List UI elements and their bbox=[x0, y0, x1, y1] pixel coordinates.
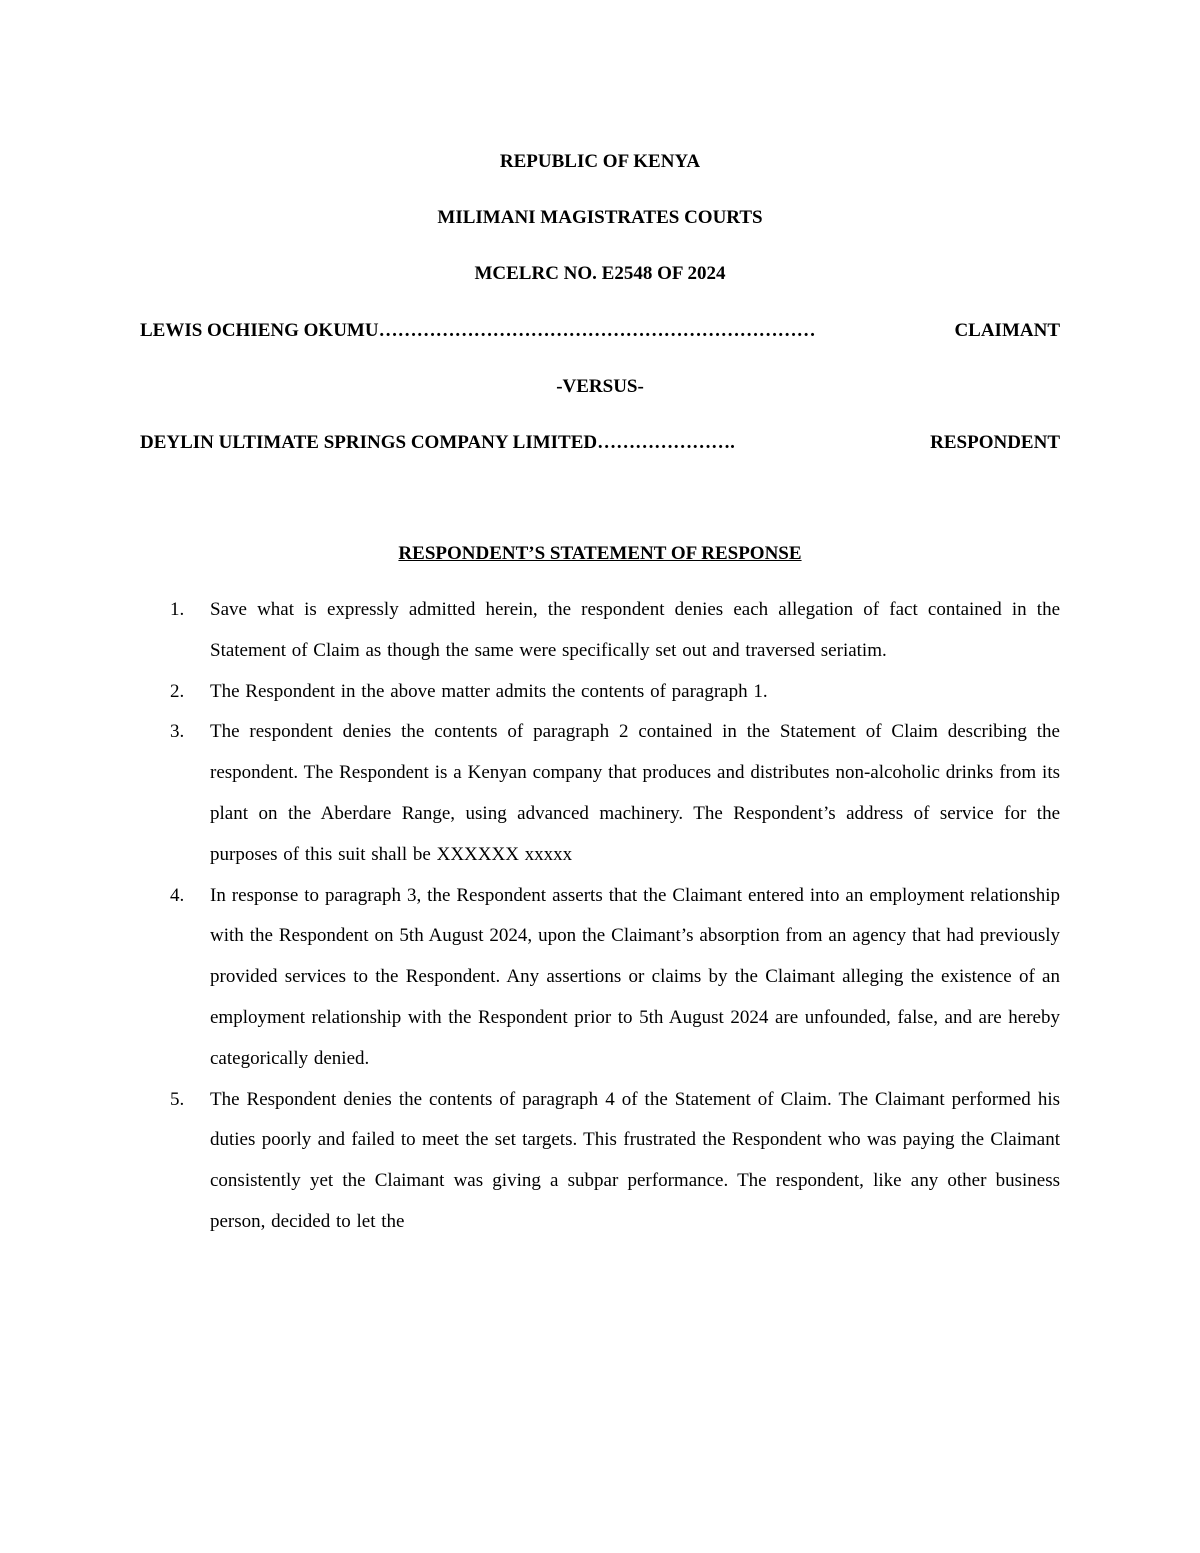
paragraph-text: In response to paragraph 3, the Respondent asserts that the Claimant entered into an employment relationship with the Respondent on 5th August 2024, upon the Claimant’s absorption from an agency that had previously provided services to the Respondent. Any assertions or claims by the Claimant alleging the existence of an employment relationship with the Respondent prior to 5th August 2024 are unfounded, false, and are hereby categorically denied. bbox=[210, 884, 1060, 1069]
respondent-name: DEYLIN ULTIMATE SPRINGS COMPANY LIMITED bbox=[140, 432, 598, 453]
paragraph-5 bbox=[0, 1080, 1200, 1243]
response-paragraph-list bbox=[0, 590, 1200, 1243]
claimant-role: CLAIMANT bbox=[954, 320, 1060, 341]
versus-line: -VERSUS- bbox=[556, 376, 644, 397]
republic-heading: REPUBLIC OF KENYA bbox=[499, 151, 701, 172]
respondent-line bbox=[140, 431, 1060, 455]
case-number: MCELRC NO. E2548 OF 2024 bbox=[474, 263, 726, 284]
document-title: RESPONDENT’S STATEMENT OF RESPONSE bbox=[398, 543, 802, 564]
paragraph-number: 5. bbox=[170, 1088, 185, 1110]
paragraph-text: The respondent denies the contents of paragraph 2 contained in the Statement of Claim describing the respondent. The Respondent is a Kenyan company that produces and distributes non-alcoholic drinks from its plant on the Aberdare Range, using advanced machinery. The Respondent’s address of service for the purposes of this suit shall be XXXXXX xxxxx bbox=[210, 721, 1060, 865]
paragraph-number: 1. bbox=[170, 599, 185, 620]
respondent-role: RESPONDENT bbox=[930, 432, 1060, 453]
paragraph-number: 2. bbox=[170, 680, 185, 702]
paragraph-number: 3. bbox=[170, 721, 185, 743]
court-heading: MILIMANI MAGISTRATES COURTS bbox=[437, 207, 763, 228]
paragraph-2 bbox=[0, 672, 1200, 713]
paragraph-4 bbox=[0, 876, 1200, 1080]
respondent-dots: …………………. bbox=[597, 432, 735, 453]
paragraph-number: 4. bbox=[170, 884, 185, 906]
claimant-dots: …………………………………………………………… bbox=[378, 320, 816, 341]
paragraph-text: The Respondent in the above matter admits the contents of paragraph 1. bbox=[210, 680, 768, 702]
claimant-name: LEWIS OCHIENG OKUMU bbox=[140, 320, 379, 341]
claimant-line bbox=[140, 319, 1060, 343]
paragraph-1 bbox=[0, 590, 1200, 672]
paragraph-text: The Respondent denies the contents of paragraph 4 of the Statement of Claim. The Claimant performed his duties poorly and failed to meet the set targets. This frustrated the Respondent who was paying the Claimant consistently yet the Claimant was giving a subpar performance. The respondent, like any other business person, decided to let the bbox=[210, 1088, 1060, 1232]
paragraph-text: Save what is expressly admitted herein, the respondent denies each allegation of fact contained in the Statement of Claim as though the same were specifically set out and traversed seriatim. bbox=[210, 599, 1060, 661]
paragraph-3 bbox=[0, 712, 1200, 875]
